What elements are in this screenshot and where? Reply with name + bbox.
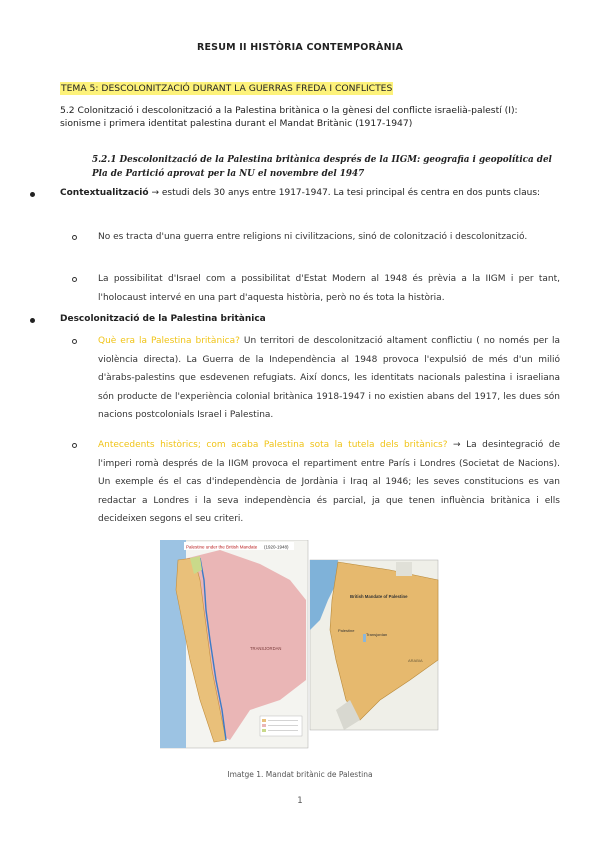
map1-years: (1920-1948) <box>264 544 289 550</box>
circle-bullet-icon <box>72 443 77 448</box>
map2-label-region: ARABIA <box>408 658 423 663</box>
sub-item-israel <box>72 270 560 307</box>
map2-label-main: British Mandate of Palestine <box>350 594 408 599</box>
circle-bullet-icon <box>72 277 77 282</box>
map-left <box>160 540 308 748</box>
bullet-body: → estudi dels 30 anys entre 1917-1947. La tesi principal és centra en dos punts claus: <box>148 188 541 198</box>
sub-item-text: → La desintegració de l'imperi romà després de la IIGM provoca el repartiment entre París i Londres (Societat de Nacions). Un exemple és el cas d'independència de Jordània i Iraq al 1946; les seves constitucions es van redactar a Londres i la seva independència és parcial, ja que tenen influència britànica i ells decideixen segons el seu criteri. <box>98 440 560 524</box>
mandate-map-figure <box>160 540 440 752</box>
sub-item-text: Un territori de descolonització altament conflictiu ( no només per la violència directa). La Guerra de la Independència al 1948 provoca l'expulsió de més d'un milió d'àrabs-palestins que esdevenen refugiats. Així doncs, les identitats nacionals palestina i israeliana són producte de l'experiència colonial britànica 1918-1947 i no existien abans del 1917, les dues són nacions postcolonials Israel i Palestina. <box>98 336 561 420</box>
sub-item-text: No es tracta d'una guerra entre religions ni civilitzacions, sinó de colonització i descolonització. <box>98 232 528 242</box>
sub-item-palestina <box>72 332 560 425</box>
subsection-heading: 5.2.1 Descolonització de la Palestina britànica després de la IIGM: geografia i geopolítica del Pla de Partició aprovat per la NU el novembre del 1947 <box>92 155 552 179</box>
bullet-contextualitzacio <box>30 186 560 202</box>
bullet-dot-icon <box>30 318 35 323</box>
bullet-dot-icon <box>30 192 35 197</box>
sub-item-text: La possibilitat d'Israel com a possibilitat d'Estat Modern al 1948 és prèvia a la IIGM i per tant, l'holocaust intervé en una part d'aquesta història, però no és tota la història. <box>98 274 560 303</box>
bullet-label: Descolonització de la Palestina britànica <box>60 314 266 324</box>
document-title: RESUM II HISTÒRIA CONTEMPORÀNIA <box>196 42 404 53</box>
sub-item-guerra <box>72 228 560 247</box>
circle-bullet-icon <box>72 339 77 344</box>
sub-item-antecedents <box>72 436 560 529</box>
map1-region: TRANSJORDAN <box>250 646 282 651</box>
map2-label-city1: Palestine <box>338 628 355 633</box>
circle-bullet-icon <box>72 235 77 240</box>
bullet-descolonitzacio <box>30 312 560 328</box>
tema-heading: TEMA 5: DESCOLONITZACIÓ DURANT LA GUERRAS FREDA I CONFLICTES <box>61 83 393 94</box>
map2-label-city2: Transjordan <box>366 632 388 637</box>
page-number: 1 <box>297 796 303 806</box>
map-right <box>310 560 438 730</box>
figure-caption: Imatge 1. Mandat britànic de Palestina <box>227 770 373 779</box>
section-heading: 5.2 Colonització i descolonització a la Palestina britànica o la gènesi del conflicte israelià-palestí (I): sionisme i primera identitat palestina durant el Mandat Britànic (1917-1947) <box>60 105 518 129</box>
question-text: Què era la Palestina britànica? <box>98 336 240 346</box>
bullet-label: Contextualització <box>60 188 149 198</box>
map1-title: Palestine under the British Mandate <box>186 544 258 550</box>
question-text: Antecedents històrics; com acaba Palestina sota la tutela dels britànics? <box>98 440 448 450</box>
